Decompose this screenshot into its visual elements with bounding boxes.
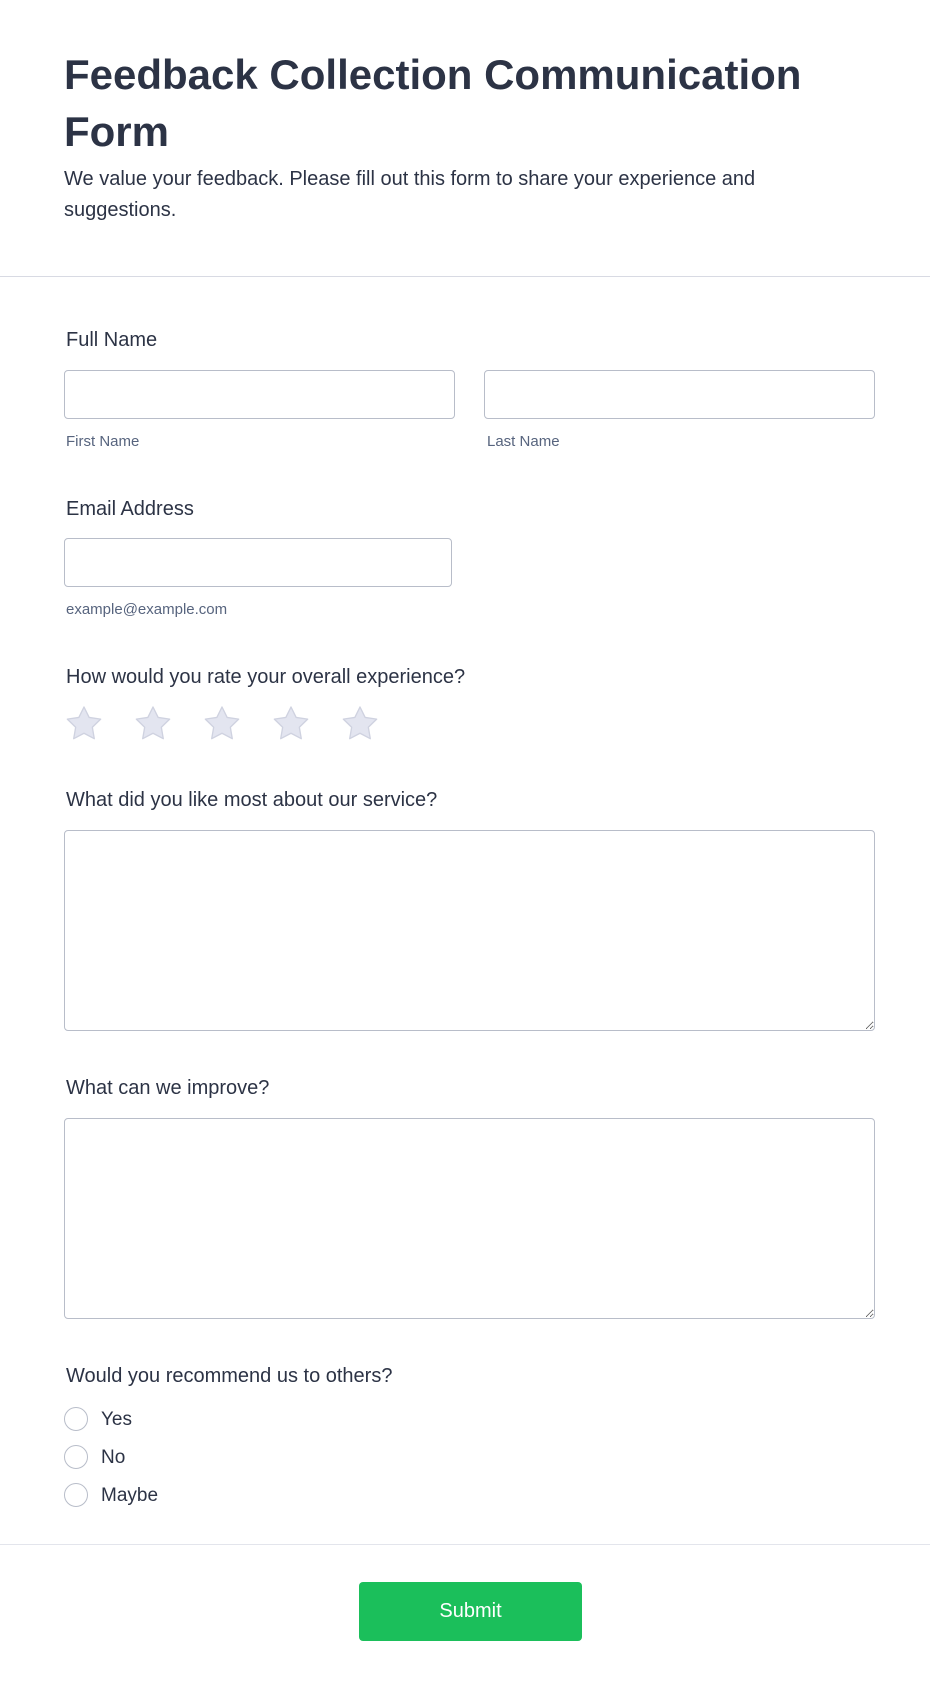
- liked-label: What did you like most about our service?: [66, 789, 438, 811]
- radio-option-no[interactable]: [64, 1445, 364, 1471]
- submit-button[interactable]: Submit: [359, 1582, 582, 1641]
- radio-option-maybe[interactable]: [64, 1483, 364, 1509]
- last-name-sublabel: Last Name: [487, 433, 560, 450]
- email-label: Email Address: [66, 498, 194, 520]
- recommend-label: Would you recommend us to others?: [66, 1365, 393, 1387]
- star-icon[interactable]: [340, 704, 380, 744]
- radio-no-circle[interactable]: [64, 1445, 88, 1469]
- first-name-sublabel: First Name: [66, 433, 140, 450]
- star-icon[interactable]: [133, 704, 173, 744]
- star-icon[interactable]: [271, 704, 311, 744]
- star-rating: [64, 704, 404, 746]
- rating-label: How would you rate your overall experience?: [66, 666, 466, 688]
- radio-maybe-label: Maybe: [101, 1485, 159, 1506]
- radio-no-label: No: [101, 1447, 126, 1468]
- radio-yes-circle[interactable]: [64, 1407, 88, 1431]
- improve-textarea[interactable]: [64, 1118, 875, 1319]
- radio-yes-label: Yes: [101, 1409, 132, 1430]
- liked-textarea[interactable]: [64, 830, 875, 1031]
- form-header: [0, 0, 930, 277]
- radio-maybe-circle[interactable]: [64, 1483, 88, 1507]
- first-name-input[interactable]: [64, 370, 455, 419]
- email-sublabel: example@example.com: [66, 601, 228, 618]
- star-icon[interactable]: [202, 704, 242, 744]
- full-name-label: Full Name: [66, 329, 158, 351]
- star-icon[interactable]: [64, 704, 104, 744]
- page-subtitle: We value your feedback. Please fill out this form to share your experience and suggestions.: [64, 168, 756, 221]
- form-footer: [0, 1544, 930, 1691]
- email-input[interactable]: [64, 538, 452, 587]
- last-name-input[interactable]: [484, 370, 875, 419]
- improve-label: What can we improve?: [66, 1077, 270, 1099]
- radio-option-yes[interactable]: [64, 1407, 364, 1433]
- page-title: Feedback Collection Communication Form: [64, 51, 802, 155]
